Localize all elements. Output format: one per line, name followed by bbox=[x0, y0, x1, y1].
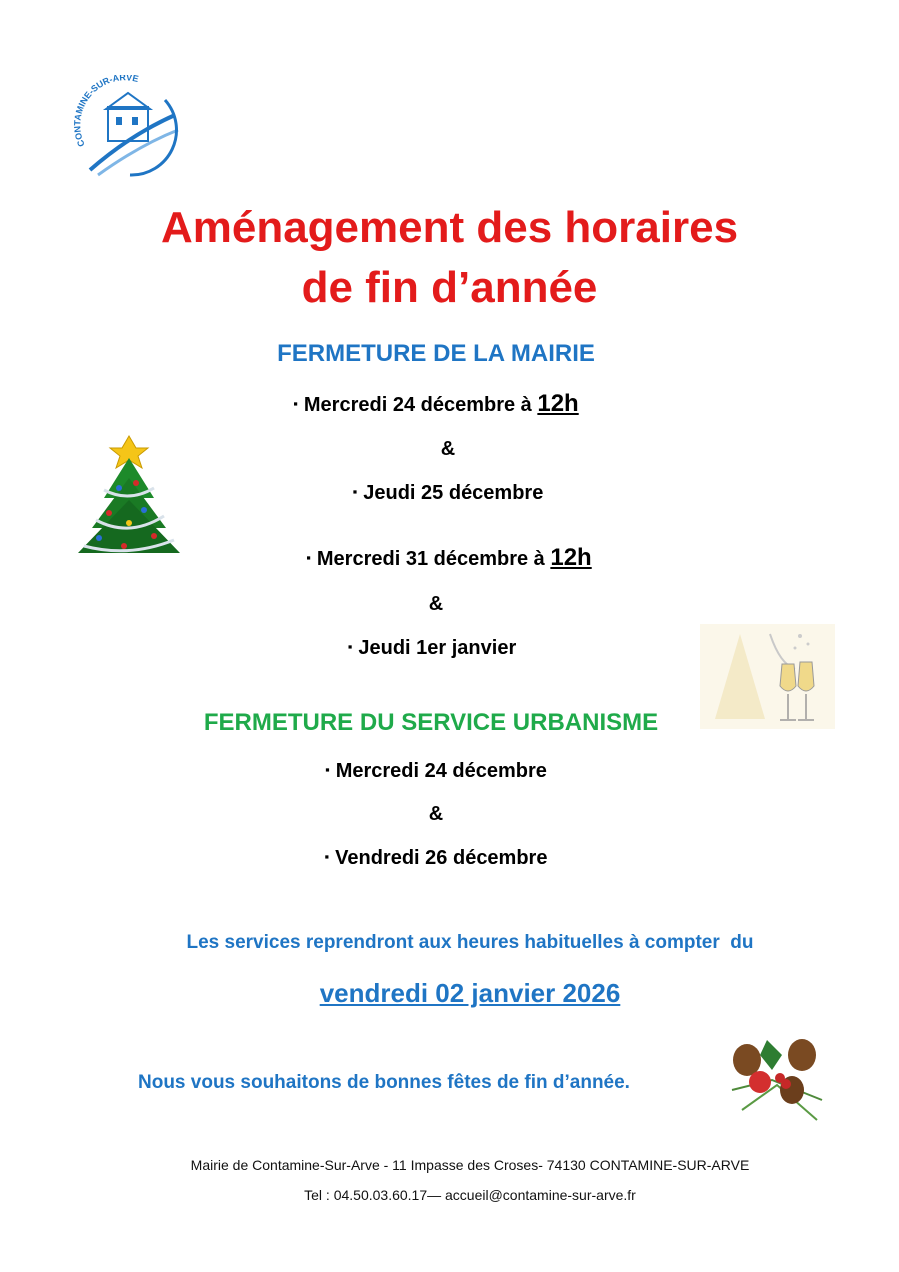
bullet-icon: ▪ bbox=[306, 550, 311, 565]
urbanisme-heading: FERMETURE DU SERVICE URBANISME bbox=[203, 709, 659, 736]
resume-text: Les services reprendront aux heures habituelles à compter du bbox=[186, 932, 754, 953]
list-item: ▪ Mercredi 31 décembre à 12h bbox=[306, 544, 592, 571]
footer-contact: Tel : 04.50.03.60.17— accueil@contamine-sur-arve.fr bbox=[304, 1187, 636, 1203]
resume-date: vendredi 02 janvier 2026 bbox=[319, 978, 621, 1008]
page-title bbox=[0, 198, 899, 318]
bullet-icon: ▪ bbox=[352, 484, 358, 499]
ampersand: & bbox=[440, 438, 456, 460]
bullet-icon: ▪ bbox=[293, 396, 298, 411]
holly-decoration-icon bbox=[722, 1030, 832, 1130]
mairie-heading: FERMETURE DE LA MAIRIE bbox=[277, 340, 595, 367]
list-item: ▪ Jeudi 1er janvier bbox=[347, 637, 517, 659]
champagne-glasses-icon bbox=[700, 624, 835, 729]
bullet-icon: ▪ bbox=[347, 639, 353, 654]
ampersand: & bbox=[428, 593, 444, 615]
logo-text: CONTAMINE-SUR-ARVE bbox=[72, 75, 140, 149]
ampersand: & bbox=[428, 803, 444, 825]
wishes-text: Nous vous souhaitons de bonnes fêtes de fin d’année. bbox=[138, 1072, 630, 1093]
list-item: ▪ Jeudi 25 décembre bbox=[352, 482, 544, 504]
list-item: ▪ Vendredi 26 décembre bbox=[324, 847, 548, 869]
title-line-2: de fin d’année bbox=[301, 263, 598, 312]
list-item: ▪ Mercredi 24 décembre bbox=[325, 760, 547, 782]
footer-address: Mairie de Contamine-Sur-Arve - 11 Impasse des Croses- 74130 CONTAMINE-SUR-ARVE bbox=[190, 1157, 750, 1173]
list-item: ▪ Mercredi 24 décembre à 12h bbox=[293, 390, 579, 417]
logo bbox=[70, 75, 185, 185]
bullet-icon: ▪ bbox=[325, 762, 330, 777]
christmas-tree-icon bbox=[74, 428, 184, 560]
closing-time: 12h bbox=[550, 544, 592, 571]
closing-time: 12h bbox=[537, 390, 579, 417]
title-line-1: Aménagement des horaires bbox=[160, 203, 739, 252]
svg-text:CONTAMINE-SUR-ARVE bbox=[72, 75, 139, 148]
bullet-icon: ▪ bbox=[324, 849, 330, 864]
